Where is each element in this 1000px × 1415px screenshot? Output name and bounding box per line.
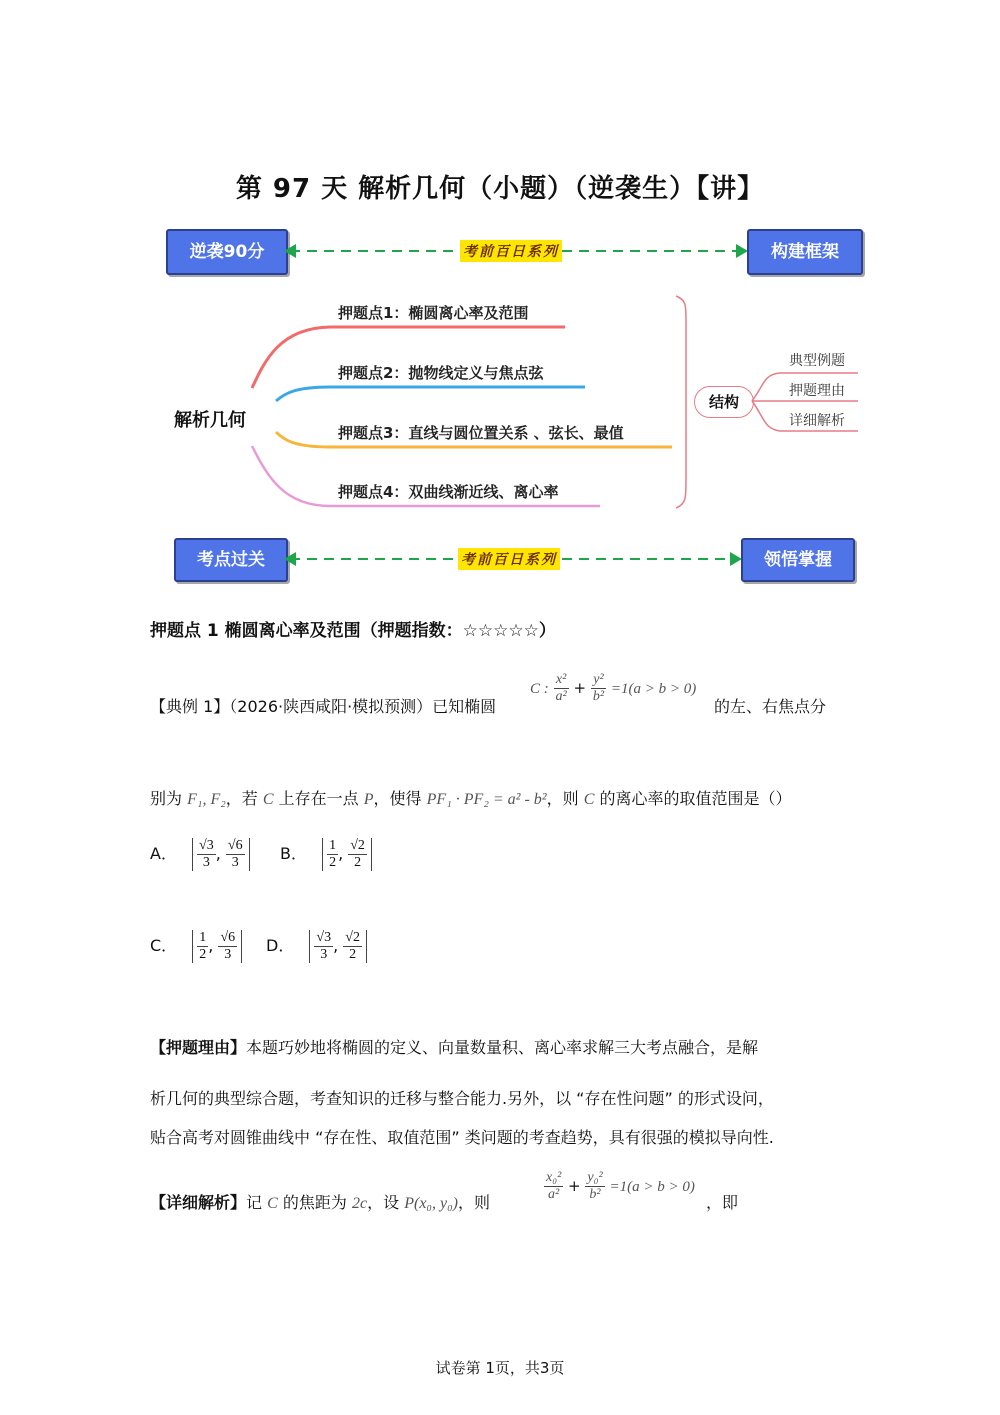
analysis-line: 【详细解析】记 C 的焦距为 2c，设 P(x₀, y₀)，则 [150,1193,490,1212]
section-heading: 押题点 1 椭圆离心率及范围（押题指数：☆☆☆☆☆） [150,621,556,641]
analysis-label: 【详细解析】 [150,1193,247,1212]
option-b[interactable]: B． $\frac{1}{2}$ , $\frac{√2}{2}$ [280,838,372,871]
banner-left-box: 逆袭90分 [166,229,288,275]
reason-line-3: 贴合高考对圆锥曲线中 “存在性、取值范围” 类问题的考查趋势，具有很强的模拟导向性. [150,1128,774,1147]
banner-middle-label: 考前百日系列 [460,240,562,262]
example-line-1-end: 的左、右焦点分 [714,697,827,716]
banner-right-box: 构建框架 [747,229,863,275]
structure-item-1: 典型例题 [789,353,845,369]
reason-label: 【押题理由】 [150,1038,247,1057]
option-c[interactable]: C． $\frac{1}{2}$ , $\frac{√6}{3}$ [150,930,242,963]
mind-map-center: 解析几何 [174,410,246,431]
banner-right-box-bottom: 领悟掌握 [741,538,855,582]
structure-item-2: 押题理由 [789,383,845,399]
option-d[interactable]: D． $\frac{√3}{3}$ , $\frac{√2}{2}$ [266,930,367,963]
mind-map-item-4: 押题点4：双曲线渐近线、离心率 [338,483,559,501]
reason-line-2: 析几何的典型综合题，考查知识的迁移与整合能力.另外，以 “存在性问题” 的形式设问， [150,1089,774,1108]
analysis-line-end: ，即 [706,1193,739,1212]
banner-middle-label-bottom: 考前百日系列 [458,548,560,570]
mind-map-item-3: 押题点3：直线与圆位置关系 、弦长、最值 [338,424,624,442]
mind-map-item-2: 押题点2：抛物线定义与焦点弦 [338,364,544,382]
ellipse-equation: C : $\frac{\text{x²}}{\text{a²}}$ + $\frac{\text{y²}}{\text{b²}}$ =1(a > b > 0) [530,672,697,704]
structure-item-3: 详细解析 [789,413,845,429]
reason-line-1: 【押题理由】本题巧妙地将椭圆的定义、向量数量积、离心率求解三大考点融合，是解 [150,1038,759,1057]
mind-map-branches [0,0,1000,540]
example-source: （2026·陕西咸阳·模拟预测）已知椭圆 [229,697,497,716]
analysis-equation: $\frac{\text{x₀²}}{\text{a²}}$ + $\frac{\text{y₀²}}{\text{b²}}$ =1(a > b > 0) [546,1170,695,1202]
option-a[interactable]: A． $\frac{√3}{3}$ , $\frac{√6}{3}$ [150,838,250,871]
condition: PF₁ · PF₂ = a² - b² [426,791,547,808]
example-line-2: 别为 F₁, F₂，若 C 上存在一点 P，使得 PF₁ · PF₂ = a² - b²，则 C 的离心率的取值范围是（） [150,789,792,808]
example-label: 【典例 1】 [150,697,230,716]
page-title: 第 97 天 解析几何（小题）（逆袭生）【讲】 [235,174,765,204]
page-footer: 试卷第 1页，共3页 [435,1359,565,1377]
structure-node: 结构 [694,386,754,418]
banner-left-box-bottom: 考点过关 [174,538,288,582]
mind-map-item-1: 押题点1：椭圆离心率及范围 [338,304,529,322]
foci: F₁, F₂ [187,791,226,808]
example-line-1 [150,696,496,718]
